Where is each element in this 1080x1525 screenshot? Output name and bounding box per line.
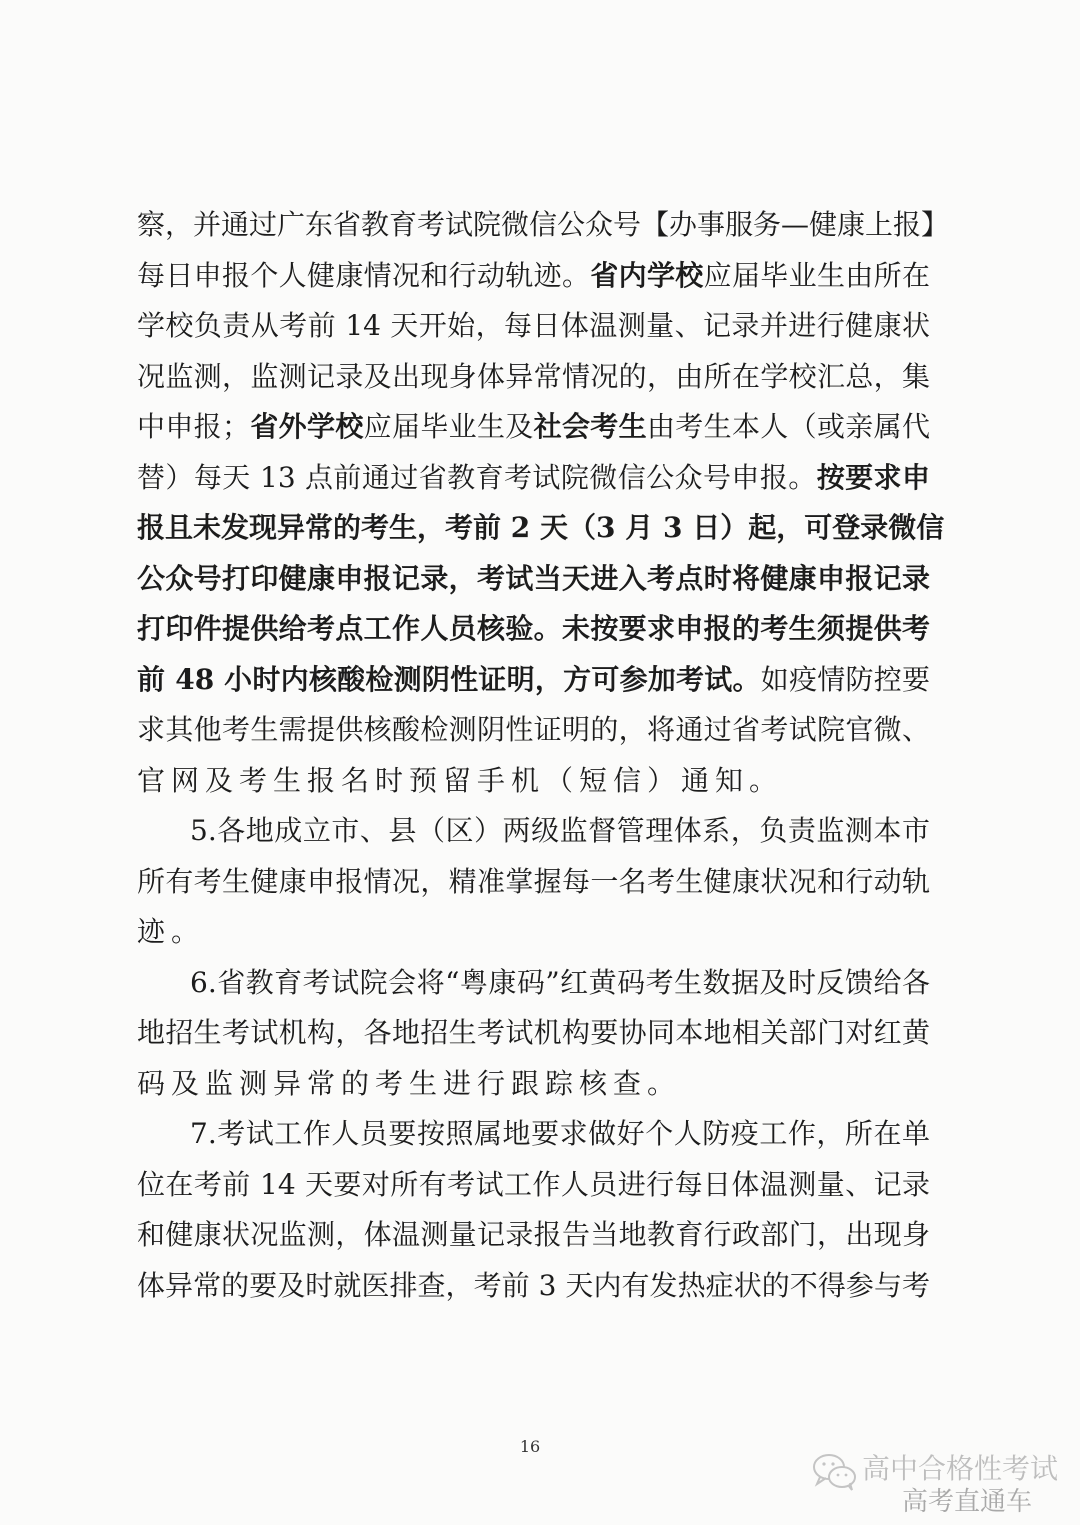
bold-text: 公众号打印健康申报记录，考试当天进入考点时将健康申报记录 xyxy=(137,561,930,595)
text-segment: 6.省教育考试院会将“粤康码”红黄码考生数据及时反馈给各 xyxy=(190,965,930,999)
text-line xyxy=(137,357,930,397)
text-line xyxy=(137,609,930,649)
bold-text: 报且未发现异常的考生，考前 2 天（3 月 3 日）起，可登录微信 xyxy=(137,511,945,544)
text-segment: 替）每天 13 点前通过省教育考试院微信公众号申报。 xyxy=(137,460,817,494)
text-line xyxy=(137,1266,930,1306)
text-line xyxy=(137,710,930,750)
text-segment: 码及监测异常的考生进行跟踪核查。 xyxy=(137,1066,682,1100)
wechat-icon xyxy=(812,1452,858,1492)
text-line xyxy=(137,1215,930,1255)
text-segment: 迹。 xyxy=(137,915,206,948)
text-line xyxy=(137,1165,930,1205)
text-line xyxy=(190,811,930,851)
text-segment: 学校负责从考前 14 天开始，每日体温测量、记录并进行健康状 xyxy=(137,309,930,342)
text-segment: 体异常的要及时就医排查，考前 3 天内有发热症状的不得参与考 xyxy=(137,1268,930,1302)
bold-text: 打印件提供给考点工作人员核验。未按要求申报的考生须提供考 xyxy=(137,612,930,645)
text-segment: 所有考生健康申报情况，精准掌握每一名考生健康状况和行动轨 xyxy=(137,864,930,898)
text-segment: 7.考试工作人员要按照属地要求做好个人防疫工作，所在单 xyxy=(190,1117,930,1150)
text-line xyxy=(137,912,930,952)
text-line xyxy=(137,1013,930,1053)
page-number: 16 xyxy=(519,1437,541,1456)
bold-text: 前 48 小时内核酸检测阴性证明，方可参加考试。 xyxy=(137,662,761,696)
text-line xyxy=(190,963,930,1003)
text-segment: 每日申报个人健康情况和行动轨迹。 xyxy=(137,258,591,292)
text-line xyxy=(137,256,930,296)
text-line xyxy=(137,862,930,902)
text-line xyxy=(137,508,945,548)
text-line xyxy=(137,458,930,498)
text-line xyxy=(137,761,930,801)
text-segment: 应届毕业生及 xyxy=(363,410,534,443)
text-line xyxy=(137,306,930,346)
text-segment: 中申报； xyxy=(137,410,250,443)
watermark xyxy=(812,1452,1058,1518)
bold-text: 社会考生 xyxy=(533,410,647,443)
text-segment: 如疫情防控要 xyxy=(760,662,930,696)
bold-text: 省内学校 xyxy=(590,258,704,292)
text-line xyxy=(137,1064,930,1104)
text-segment: 察，并通过广东省教育考试院微信公众号【办事服务—健康上报】 xyxy=(137,208,950,241)
text-segment: 5.各地成立市、县（区）两级监督管理体系，负责监测本市 xyxy=(190,814,930,847)
text-segment: 由考生本人（或亲属代 xyxy=(646,410,930,443)
watermark-text-2: 高考直通车 xyxy=(902,1487,1033,1517)
text-segment: 和健康状况监测，体温测量记录报告当地教育行政部门，出现身 xyxy=(137,1218,930,1251)
text-line xyxy=(137,559,930,599)
text-line xyxy=(137,660,930,700)
bold-text: 按要求申 xyxy=(816,460,930,494)
bold-text: 省外学校 xyxy=(250,410,364,443)
text-line xyxy=(137,205,950,245)
watermark-texts xyxy=(862,1452,1058,1518)
text-segment: 况监测，监测记录及出现身体异常情况的，由所在学校汇总，集 xyxy=(137,359,930,393)
text-segment: 应届毕业生由所在 xyxy=(703,258,930,292)
watermark-text-1: 高中合格性考试 xyxy=(862,1452,1059,1485)
text-line xyxy=(137,407,930,447)
text-segment: 位在考前 14 天要对所有考试工作人员进行每日体温测量、记录 xyxy=(137,1167,930,1201)
text-line xyxy=(190,1114,930,1154)
text-segment: 官网及考生报名时预留手机（短信）通知。 xyxy=(137,763,784,797)
text-segment: 地招生考试机构，各地招生考试机构要协同本地相关部门对红黄 xyxy=(137,1016,930,1049)
text-segment: 求其他考生需提供核酸检测阴性证明的，将通过省考试院官微、 xyxy=(137,713,930,746)
